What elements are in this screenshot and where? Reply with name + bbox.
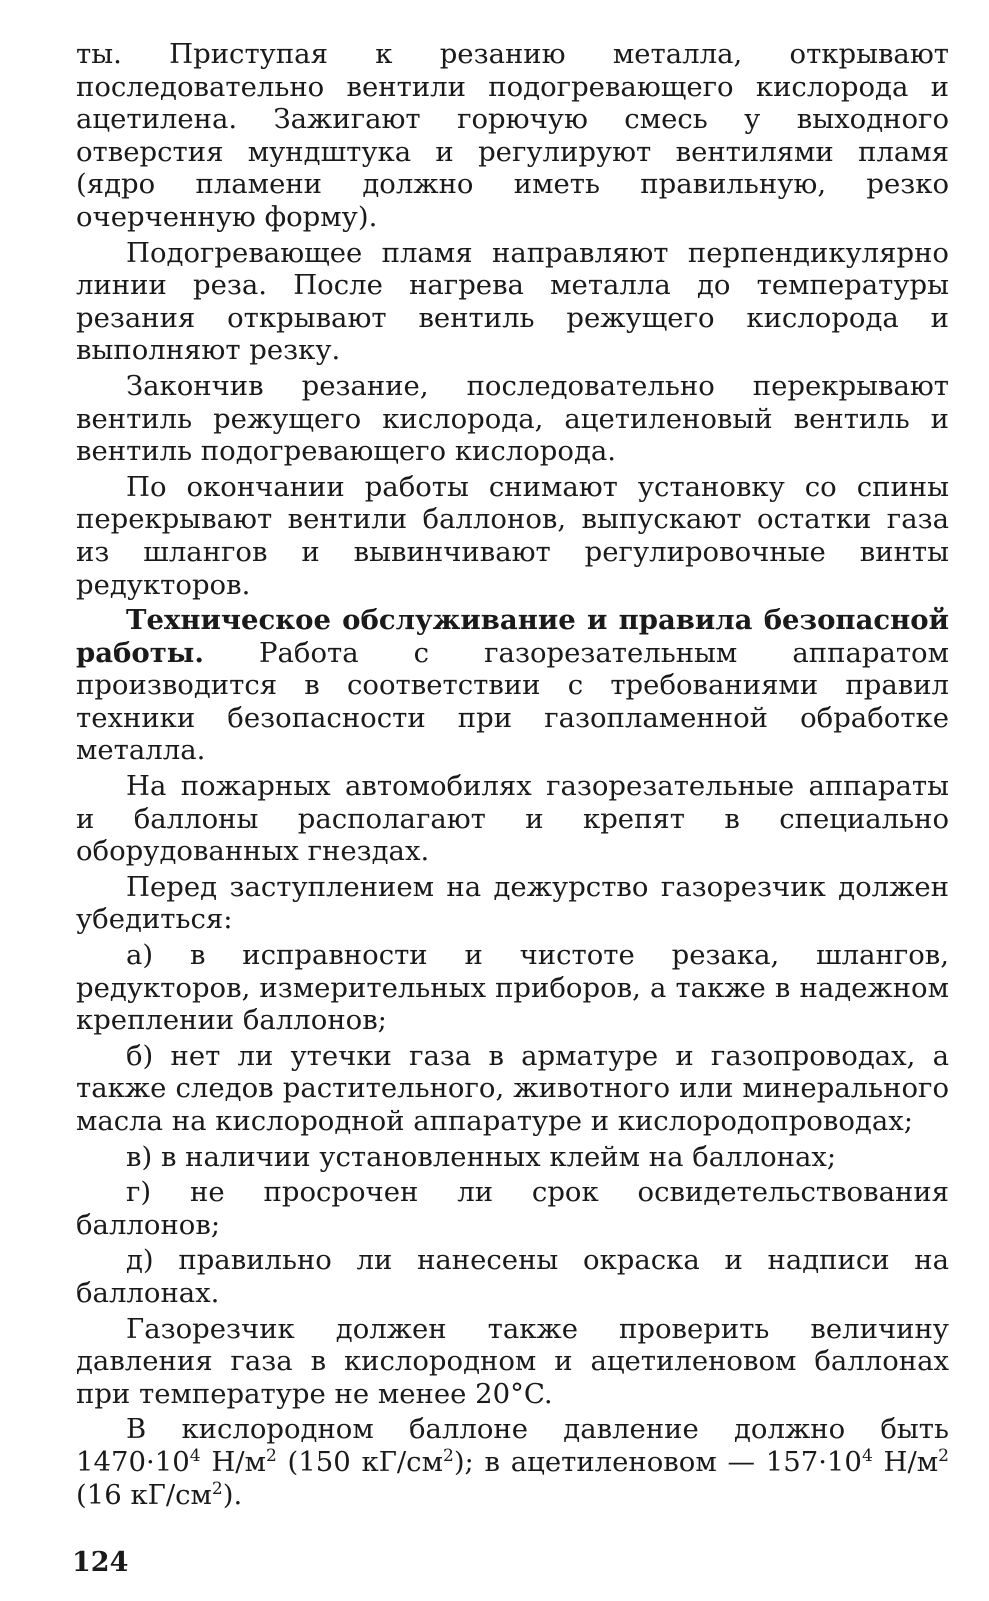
paragraph-preheat-flame: Подогревающее пламя направляют перпендикулярно линии реза. После нагрева металла до температуры резания открывают вентиль режущего кислорода и выполняют резку. — [76, 236, 949, 367]
pressure-text: (16 кГ/см — [76, 1478, 212, 1511]
list-item-d: д) правильно ли нанесены окраска и надписи на баллонах. — [76, 1244, 949, 1309]
list-item-v: в) в наличии установленных клейм на баллонах; — [126, 1140, 837, 1173]
paragraph-end-of-work: По окончании работы снимают установку со спины перекрывают вентили баллонов, выпускают остатки газа из шлангов и вывинчивают регулировочные винты редукторов. — [76, 470, 949, 601]
list-item-a: а) в исправности и чистоте резака, шлангов, редукторов, измерительных приборов, а также в надежном креплении баллонов; — [76, 939, 949, 1037]
pressure-text: Н/м — [872, 1445, 939, 1478]
section-heading: Техническое обслуживание и правила безопасной работы. — [76, 604, 949, 669]
pressure-text: В кислородном баллоне давление должно быть 1470·10 — [76, 1413, 949, 1478]
exponent: 4 — [189, 1445, 201, 1466]
exponent: 2 — [938, 1445, 950, 1466]
paragraph-pressure-check: Газорезчик должен также проверить величину давления газа в кислородном и ацетиленовом баллонах при температуре не менее 20°C. — [76, 1312, 949, 1410]
paragraph-vehicle-mounting: На пожарных автомобилях газорезательные аппараты и баллоны располагают и крепят в специально оборудованных гнездах. — [76, 770, 949, 868]
paragraph-finish-cutting: Закончив резание, последовательно перекрывают вентиль режущего кислорода, ацетиленовый вентиль и вентиль подогревающего кислорода. — [76, 369, 949, 468]
paragraph-maintenance — [76, 604, 949, 767]
exponent: 2 — [442, 1445, 454, 1466]
exponent: 2 — [211, 1478, 223, 1499]
pressure-text: (150 кГ/см — [276, 1445, 443, 1478]
paragraph-checklist-intro: Перед заступлением на дежурство газорезчик должен убедиться: — [76, 870, 949, 936]
pressure-text: Н/м — [200, 1445, 266, 1478]
list-item-g: г) не просрочен ли срок освидетельствования баллонов; — [76, 1176, 949, 1241]
paragraph-pressure-values — [76, 1413, 949, 1511]
exponent: 2 — [265, 1445, 277, 1466]
section-heading-body: Работа с газорезательным аппаратом производится в соответствии с требованиями правил техники безопасности при газопламенной обработке металла. — [76, 636, 949, 767]
exponent: 4 — [861, 1445, 873, 1466]
paragraph-ignition: ты. Приступая к резанию металла, открывают последовательно вентили подогревающего кислорода и ацетилена. Зажигают горючую смесь у выходного отверстия мундштука и регулируют вентилями пламя (ядро пламени должно иметь правильную, резко очерченную форму). — [76, 38, 949, 233]
list-item-b: б) нет ли утечки газа в арматуре и газопроводах, а также следов растительного, животного или минерального масла на кислородной аппаратуре и кислородопроводах; — [76, 1039, 949, 1137]
pressure-text: ). — [222, 1478, 243, 1511]
page-number: 124 — [72, 1547, 129, 1578]
pressure-text: ); в ацетиленовом — 157·10 — [453, 1445, 862, 1478]
